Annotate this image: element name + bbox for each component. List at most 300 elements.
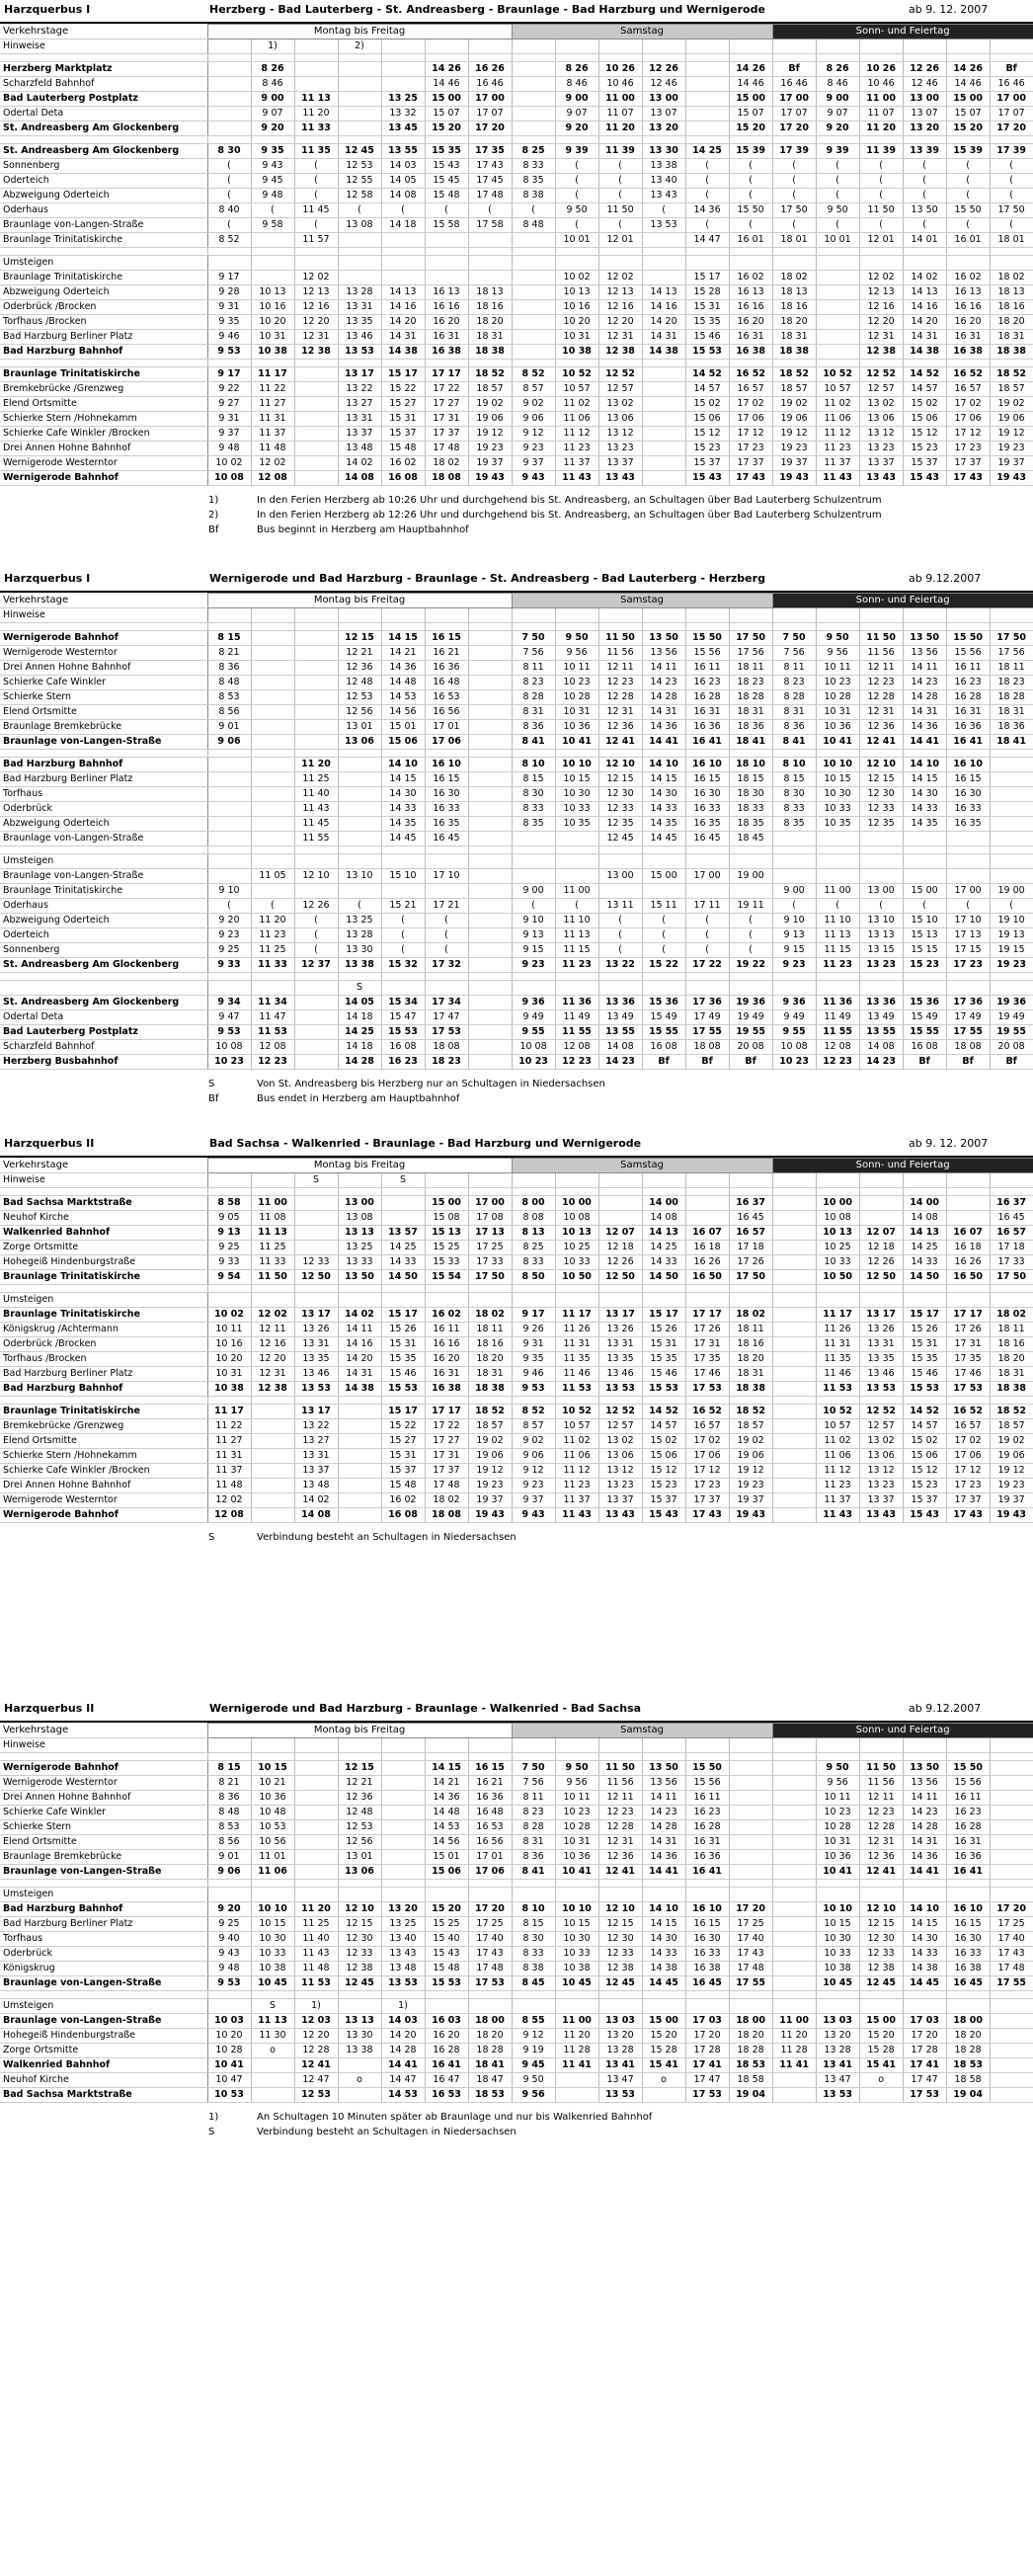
departure-time: 10 33: [816, 802, 859, 817]
footnote-key: S: [208, 1532, 215, 1543]
departure-time: 11 10: [555, 914, 598, 928]
verkehrstage-label: Verkehrstage: [0, 25, 207, 40]
departure-time: [816, 869, 859, 884]
stop-name: Schierke Stern: [0, 690, 207, 705]
note-cell: [685, 40, 729, 54]
departure-time: 12 31: [598, 330, 642, 345]
stop-name: Umsteigen: [0, 854, 207, 869]
departure-time: 7 56: [512, 646, 555, 661]
departure-time: 18 16: [990, 300, 1033, 315]
departure-time: 11 22: [251, 382, 294, 397]
departure-time: 14 36: [642, 720, 685, 735]
departure-time: 13 20: [816, 2029, 859, 2044]
departure-time: 14 52: [642, 1405, 685, 1419]
departure-time: 10 16: [555, 300, 598, 315]
departure-time: (: [729, 928, 772, 943]
departure-time: 17 02: [729, 397, 772, 412]
departure-time: 19 43: [468, 1508, 512, 1523]
departure-time: 12 31: [859, 1835, 903, 1850]
departure-time: 15 48: [381, 1479, 425, 1493]
stop-name: Drei Annen Hohne Bahnhof: [0, 442, 207, 456]
departure-time: 13 00: [338, 1196, 381, 1211]
departure-time: (: [294, 174, 338, 189]
departure-time: 15 12: [642, 1464, 685, 1479]
departure-time: 16 28: [425, 2044, 468, 2058]
departure-time: 11 40: [294, 787, 338, 802]
departure-time: 15 00: [425, 1196, 468, 1211]
departure-time: 10 36: [816, 720, 859, 735]
footnote-text: Verbindung besteht an Schultagen in Niedersachsen: [257, 2127, 516, 2137]
departure-time: 9 49: [512, 1010, 555, 1025]
departure-time: 15 11: [642, 899, 685, 914]
departure-time: [294, 981, 338, 996]
departure-time: 15 47: [381, 1010, 425, 1025]
departure-time: [381, 1761, 425, 1776]
departure-time: 16 11: [946, 1791, 990, 1806]
departure-time: 10 26: [598, 62, 642, 77]
hinweise-row: [0, 608, 1033, 623]
departure-time: 17 53: [946, 1382, 990, 1397]
departure-time: [294, 1806, 338, 1820]
departure-time: [816, 285, 859, 300]
departure-time: 11 53: [294, 1976, 338, 1991]
departure-time: 12 31: [859, 705, 903, 720]
departure-time: [598, 1196, 642, 1211]
route-name: Bad Sachsa - Walkenried - Braunlage - Bad Harzburg und Wernigerode: [209, 1137, 642, 1150]
departure-time: [338, 1449, 381, 1464]
departure-time: 13 56: [642, 1776, 685, 1791]
departure-time: 11 06: [816, 412, 859, 427]
departure-time: [468, 735, 512, 750]
footnote: [0, 1092, 1033, 1107]
departure-time: 15 48: [425, 1962, 468, 1976]
footnote-text: Bus beginnt in Herzberg am Hauptbahnhof: [257, 524, 469, 535]
departure-time: 16 10: [425, 758, 468, 772]
departure-time: 12 28: [294, 2044, 338, 2058]
departure-time: [512, 92, 555, 107]
departure-time: 17 33: [990, 1255, 1033, 1270]
departure-time: 12 56: [338, 1835, 381, 1850]
departure-time: [772, 1999, 816, 2014]
departure-time: 15 53: [903, 1382, 946, 1397]
departure-time: 13 23: [859, 1479, 903, 1493]
departure-time: 14 15: [903, 1917, 946, 1932]
stop-row: [0, 981, 1033, 996]
departure-time: 15 28: [859, 2044, 903, 2058]
departure-time: [685, 92, 729, 107]
departure-time: 15 56: [946, 1776, 990, 1791]
departure-time: [903, 869, 946, 884]
stop-name: Bad Harzburg Berliner Platz: [0, 772, 207, 787]
departure-time: 15 40: [425, 1932, 468, 1947]
departure-time: 13 45: [381, 121, 425, 136]
departure-time: 18 20: [468, 315, 512, 330]
departure-time: [251, 631, 294, 646]
departure-time: 9 45: [512, 2058, 555, 2073]
departure-time: [816, 832, 859, 846]
departure-time: 19 12: [468, 427, 512, 442]
footnote-key: 1): [208, 495, 219, 506]
stop-name: Sonnenberg: [0, 943, 207, 958]
departure-time: 8 23: [772, 676, 816, 690]
departure-time: 14 11: [642, 661, 685, 676]
departure-time: 15 23: [903, 958, 946, 973]
departure-time: [251, 271, 294, 285]
timetable-grid: [0, 24, 1033, 486]
departure-time: (: [816, 189, 859, 203]
departure-time: 14 15: [642, 1917, 685, 1932]
departure-time: 15 20: [729, 121, 772, 136]
departure-time: 14 13: [642, 285, 685, 300]
departure-time: 9 06: [207, 735, 251, 750]
departure-time: 14 45: [381, 832, 425, 846]
departure-time: 10 45: [816, 1976, 859, 1991]
departure-time: 8 10: [512, 758, 555, 772]
departure-time: 15 43: [903, 1508, 946, 1523]
departure-time: [468, 958, 512, 973]
stop-row: [0, 471, 1033, 486]
departure-time: 14 28: [338, 1055, 381, 1070]
departure-time: 19 11: [729, 899, 772, 914]
departure-time: 14 15: [381, 631, 425, 646]
departure-time: 14 28: [381, 2044, 425, 2058]
departure-time: (: [598, 218, 642, 233]
departure-time: 17 20: [903, 2029, 946, 2044]
departure-time: [468, 1888, 512, 1902]
stop-row: [0, 1479, 1033, 1493]
departure-time: 12 45: [598, 1976, 642, 1991]
stop-name: Herzberg Marktplatz: [0, 62, 207, 77]
departure-time: 15 49: [903, 1010, 946, 1025]
stop-row: [0, 2088, 1033, 2103]
departure-time: 13 10: [338, 869, 381, 884]
departure-time: 17 12: [946, 427, 990, 442]
departure-time: 12 33: [294, 1255, 338, 1270]
hinweise-row: [0, 1738, 1033, 1753]
departure-time: 11 13: [555, 928, 598, 943]
departure-time: 9 55: [772, 1025, 816, 1040]
departure-time: 10 15: [816, 772, 859, 787]
departure-time: 11 37: [555, 456, 598, 471]
stop-row: [0, 1761, 1033, 1776]
stop-name: Schierke Stern /Hohnekamm: [0, 412, 207, 427]
departure-time: [685, 1999, 729, 2014]
departure-time: 16 38: [946, 345, 990, 360]
departure-time: 18 23: [425, 1055, 468, 1070]
departure-time: 17 06: [468, 1865, 512, 1880]
departure-time: 17 20: [772, 121, 816, 136]
departure-time: 14 48: [381, 676, 425, 690]
stop-row: [0, 1962, 1033, 1976]
departure-time: 14 31: [903, 705, 946, 720]
departure-time: 10 41: [555, 735, 598, 750]
departure-time: [990, 1761, 1033, 1776]
departure-time: 17 34: [425, 996, 468, 1010]
departure-time: 19 12: [468, 1464, 512, 1479]
departure-time: [294, 1865, 338, 1880]
departure-time: 17 27: [425, 397, 468, 412]
departure-time: 12 30: [338, 1932, 381, 1947]
departure-time: [294, 1293, 338, 1308]
departure-time: 8 36: [512, 720, 555, 735]
stop-name: Umsteigen: [0, 1293, 207, 1308]
departure-time: 16 30: [425, 787, 468, 802]
departure-time: 12 08: [251, 1040, 294, 1055]
departure-time: [468, 690, 512, 705]
departure-time: 16 10: [946, 758, 990, 772]
departure-time: [294, 1791, 338, 1806]
departure-time: 14 31: [381, 330, 425, 345]
departure-time: 16 46: [990, 77, 1033, 92]
departure-time: [251, 2073, 294, 2088]
departure-time: 12 38: [859, 1962, 903, 1976]
departure-time: 13 50: [903, 1761, 946, 1776]
departure-time: [859, 2088, 903, 2103]
note-cell: [859, 40, 903, 54]
departure-time: [294, 1055, 338, 1070]
departure-time: 15 53: [381, 1382, 425, 1397]
departure-time: 17 48: [425, 442, 468, 456]
departure-time: 17 43: [468, 159, 512, 174]
departure-time: [381, 256, 425, 271]
departure-time: 17 20: [685, 2029, 729, 2044]
departure-time: 10 57: [555, 1419, 598, 1434]
stop-row: [0, 218, 1033, 233]
departure-time: 18 57: [990, 1419, 1033, 1434]
departure-time: 11 25: [251, 943, 294, 958]
departure-time: 19 23: [990, 442, 1033, 456]
departure-time: 13 53: [598, 2088, 642, 2103]
departure-time: [642, 367, 685, 382]
departure-time: 16 37: [990, 1196, 1033, 1211]
departure-time: [772, 1405, 816, 1419]
departure-time: 16 03: [425, 2014, 468, 2029]
departure-time: 15 43: [685, 471, 729, 486]
departure-time: 11 37: [816, 456, 859, 471]
departure-time: 8 40: [207, 203, 251, 218]
departure-time: 11 45: [294, 817, 338, 832]
departure-time: [946, 981, 990, 996]
departure-time: 19 10: [990, 914, 1033, 928]
departure-time: [338, 256, 381, 271]
departure-time: 17 43: [946, 471, 990, 486]
valid-from-date: ab 9. 12. 2007: [909, 3, 989, 16]
departure-time: 8 33: [772, 802, 816, 817]
departure-time: 15 43: [425, 1947, 468, 1962]
departure-time: [294, 1241, 338, 1255]
departure-time: 19 37: [772, 456, 816, 471]
departure-time: [207, 1888, 251, 1902]
departure-time: (: [598, 914, 642, 928]
departure-time: [772, 1367, 816, 1382]
departure-time: 14 28: [903, 1820, 946, 1835]
departure-time: 16 07: [685, 1226, 729, 1241]
departure-time: 9 50: [512, 2073, 555, 2088]
departure-time: 12 41: [294, 2058, 338, 2073]
departure-time: 14 38: [338, 1382, 381, 1397]
departure-time: 18 16: [729, 1337, 772, 1352]
stop-row: [0, 159, 1033, 174]
departure-time: 16 56: [468, 1835, 512, 1850]
departure-time: (: [425, 943, 468, 958]
departure-time: 14 33: [903, 1947, 946, 1962]
footnote-text: Von St. Andreasberg bis Herzberg nur an Schultagen in Niedersachsen: [257, 1079, 605, 1089]
departure-time: 10 11: [816, 1791, 859, 1806]
departure-time: 13 38: [642, 159, 685, 174]
departure-time: [816, 981, 859, 996]
departure-time: 12 33: [859, 1947, 903, 1962]
departure-time: 13 06: [859, 412, 903, 427]
departure-time: 13 49: [859, 1010, 903, 1025]
departure-time: 10 47: [207, 2073, 251, 2088]
departure-time: 16 15: [946, 1917, 990, 1932]
departure-time: 15 08: [425, 1211, 468, 1226]
stop-row: [0, 646, 1033, 661]
departure-time: [859, 854, 903, 869]
stop-name: Herzberg Busbahnhof: [0, 1055, 207, 1070]
header-saturday: Samstag: [512, 1159, 772, 1173]
departure-time: [772, 1947, 816, 1962]
departure-time: (: [859, 899, 903, 914]
departure-time: o: [338, 2073, 381, 2088]
departure-time: 12 36: [338, 1791, 381, 1806]
departure-time: 11 07: [598, 107, 642, 121]
departure-time: 19 02: [990, 1434, 1033, 1449]
departure-time: 14 38: [642, 1962, 685, 1976]
departure-time: 17 12: [729, 427, 772, 442]
note-cell: [381, 608, 425, 623]
departure-time: [468, 884, 512, 899]
departure-time: 16 38: [729, 345, 772, 360]
note-cell: [859, 1738, 903, 1753]
departure-time: 14 30: [642, 1932, 685, 1947]
departure-time: 10 10: [555, 758, 598, 772]
departure-time: 15 41: [859, 2058, 903, 2073]
departure-time: (: [685, 174, 729, 189]
departure-time: [294, 1835, 338, 1850]
departure-time: [642, 382, 685, 397]
departure-time: 11 12: [555, 1464, 598, 1479]
section-title-bar: [0, 1134, 1033, 1158]
departure-time: 14 45: [642, 1976, 685, 1991]
departure-time: 16 52: [729, 367, 772, 382]
departure-time: 14 08: [903, 1211, 946, 1226]
departure-time: 12 08: [816, 1040, 859, 1055]
departure-time: 10 20: [207, 1352, 251, 1367]
line-name: Harzquerbus I: [4, 3, 91, 16]
departure-time: 15 06: [642, 1449, 685, 1464]
departure-time: 10 28: [555, 1820, 598, 1835]
departure-time: 11 26: [555, 1323, 598, 1337]
stop-row: [0, 884, 1033, 899]
departure-time: [207, 832, 251, 846]
stop-row: [0, 1270, 1033, 1285]
stop-name: Oderbrück /Brocken: [0, 300, 207, 315]
note-cell: [555, 40, 598, 54]
departure-time: 9 23: [512, 442, 555, 456]
stop-name: Odertal Deta: [0, 1010, 207, 1025]
departure-time: 17 13: [468, 1226, 512, 1241]
departure-time: 16 36: [946, 720, 990, 735]
departure-time: 10 15: [816, 1917, 859, 1932]
departure-time: 13 13: [859, 928, 903, 943]
stop-name: Schierke Stern /Hohnekamm: [0, 1449, 207, 1464]
departure-time: 13 26: [859, 1323, 903, 1337]
departure-time: 17 06: [685, 1449, 729, 1464]
departure-time: 18 15: [729, 772, 772, 787]
stop-row: [0, 1323, 1033, 1337]
departure-time: 14 11: [903, 1791, 946, 1806]
departure-time: 10 20: [207, 2029, 251, 2044]
departure-time: 10 38: [555, 1962, 598, 1976]
departure-time: [207, 817, 251, 832]
departure-time: 11 50: [598, 631, 642, 646]
departure-time: 11 23: [555, 1479, 598, 1493]
departure-time: 12 53: [338, 159, 381, 174]
stop-row: [0, 869, 1033, 884]
departure-time: (: [207, 899, 251, 914]
departure-time: 10 08: [816, 1211, 859, 1226]
departure-time: [642, 271, 685, 285]
departure-time: 17 17: [425, 367, 468, 382]
departure-time: [251, 690, 294, 705]
departure-time: 18 31: [468, 330, 512, 345]
departure-time: 11 13: [251, 2014, 294, 2029]
departure-time: 10 10: [251, 1902, 294, 1917]
departure-time: 16 50: [685, 1270, 729, 1285]
departure-time: (: [512, 899, 555, 914]
departure-time: 13 40: [642, 174, 685, 189]
footnote-key: Bf: [208, 524, 219, 535]
departure-time: 8 38: [512, 189, 555, 203]
departure-time: 19 43: [729, 1508, 772, 1523]
departure-time: 17 06: [946, 1449, 990, 1464]
departure-time: 11 00: [555, 884, 598, 899]
departure-time: 10 08: [772, 1040, 816, 1055]
departure-time: 16 07: [946, 1226, 990, 1241]
note-cell: [729, 1738, 772, 1753]
stop-name: Oderteich: [0, 928, 207, 943]
departure-time: (: [381, 914, 425, 928]
note-cell: [816, 1738, 859, 1753]
departure-time: 13 55: [598, 1025, 642, 1040]
departure-time: [251, 720, 294, 735]
note-cell: [642, 1173, 685, 1188]
departure-time: 10 48: [251, 1806, 294, 1820]
departure-time: 10 01: [816, 233, 859, 248]
departure-time: 16 02: [381, 456, 425, 471]
departure-time: 16 41: [425, 2058, 468, 2073]
departure-time: [946, 1211, 990, 1226]
departure-time: [468, 914, 512, 928]
departure-time: 13 22: [338, 382, 381, 397]
departure-time: 11 43: [294, 1947, 338, 1962]
departure-time: [251, 1888, 294, 1902]
departure-time: (: [729, 159, 772, 174]
departure-time: [468, 256, 512, 271]
departure-time: 11 33: [251, 958, 294, 973]
note-cell: [598, 1738, 642, 1753]
departure-time: 14 15: [425, 1761, 468, 1776]
departure-time: 13 11: [598, 899, 642, 914]
departure-time: 9 23: [512, 958, 555, 973]
departure-time: 11 37: [251, 427, 294, 442]
departure-time: [381, 854, 425, 869]
departure-time: 17 53: [468, 1976, 512, 1991]
day-header-row: [0, 1724, 1033, 1738]
departure-time: 9 50: [555, 203, 598, 218]
stop-name: St. Andreasberg Am Glockenberg: [0, 121, 207, 136]
